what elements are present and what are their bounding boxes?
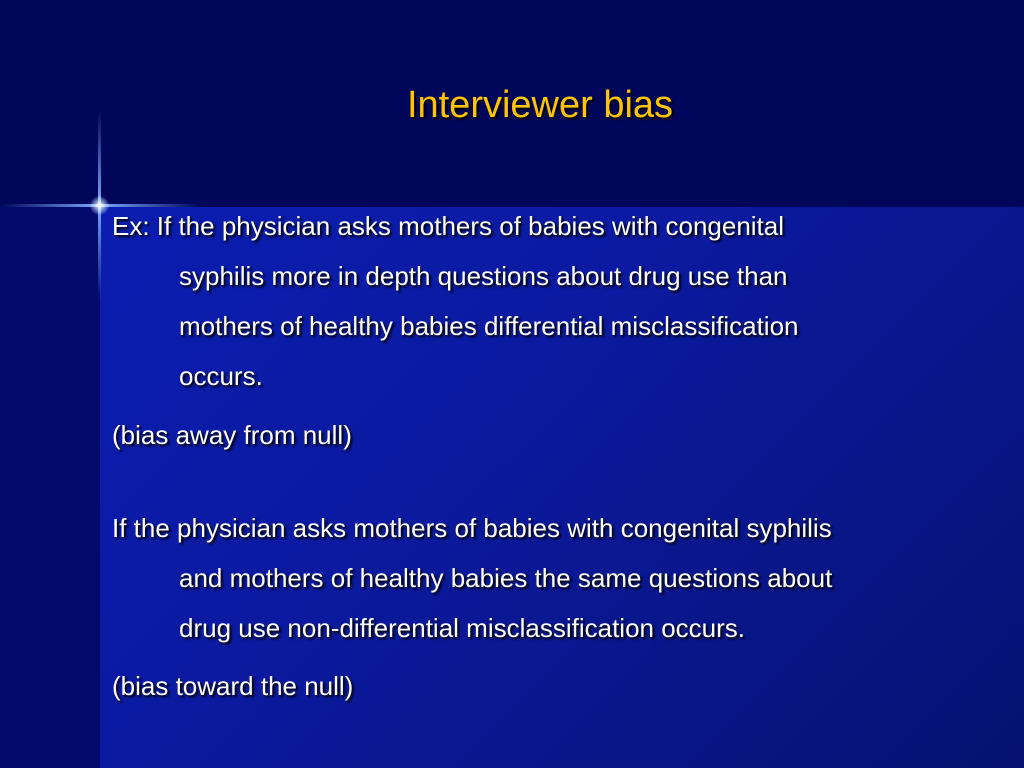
text-line: syphilis more in depth questions about drug use than (179, 261, 788, 291)
text-line: (bias away from null) (112, 420, 352, 450)
body-paragraph (112, 410, 982, 460)
body-paragraph (112, 503, 982, 653)
body-paragraph (112, 661, 982, 711)
body-paragraph (112, 201, 982, 401)
text-line: If the physician asks mothers of babies with congenital syphilis (112, 513, 832, 543)
text-line: (bias toward the null) (112, 671, 354, 701)
text-line: occurs. (179, 361, 263, 391)
text-line: mothers of healthy babies differential misclassification (179, 311, 799, 341)
text-line: and mothers of healthy babies the same questions about (179, 563, 833, 593)
text-line: Ex: If the physician asks mothers of babies with congenital (112, 211, 785, 241)
left-margin-strip (0, 207, 100, 768)
slide-title: Interviewer bias (406, 84, 674, 126)
sparkle-icon (90, 196, 109, 215)
text-line: drug use non-differential misclassification occurs. (179, 613, 746, 643)
